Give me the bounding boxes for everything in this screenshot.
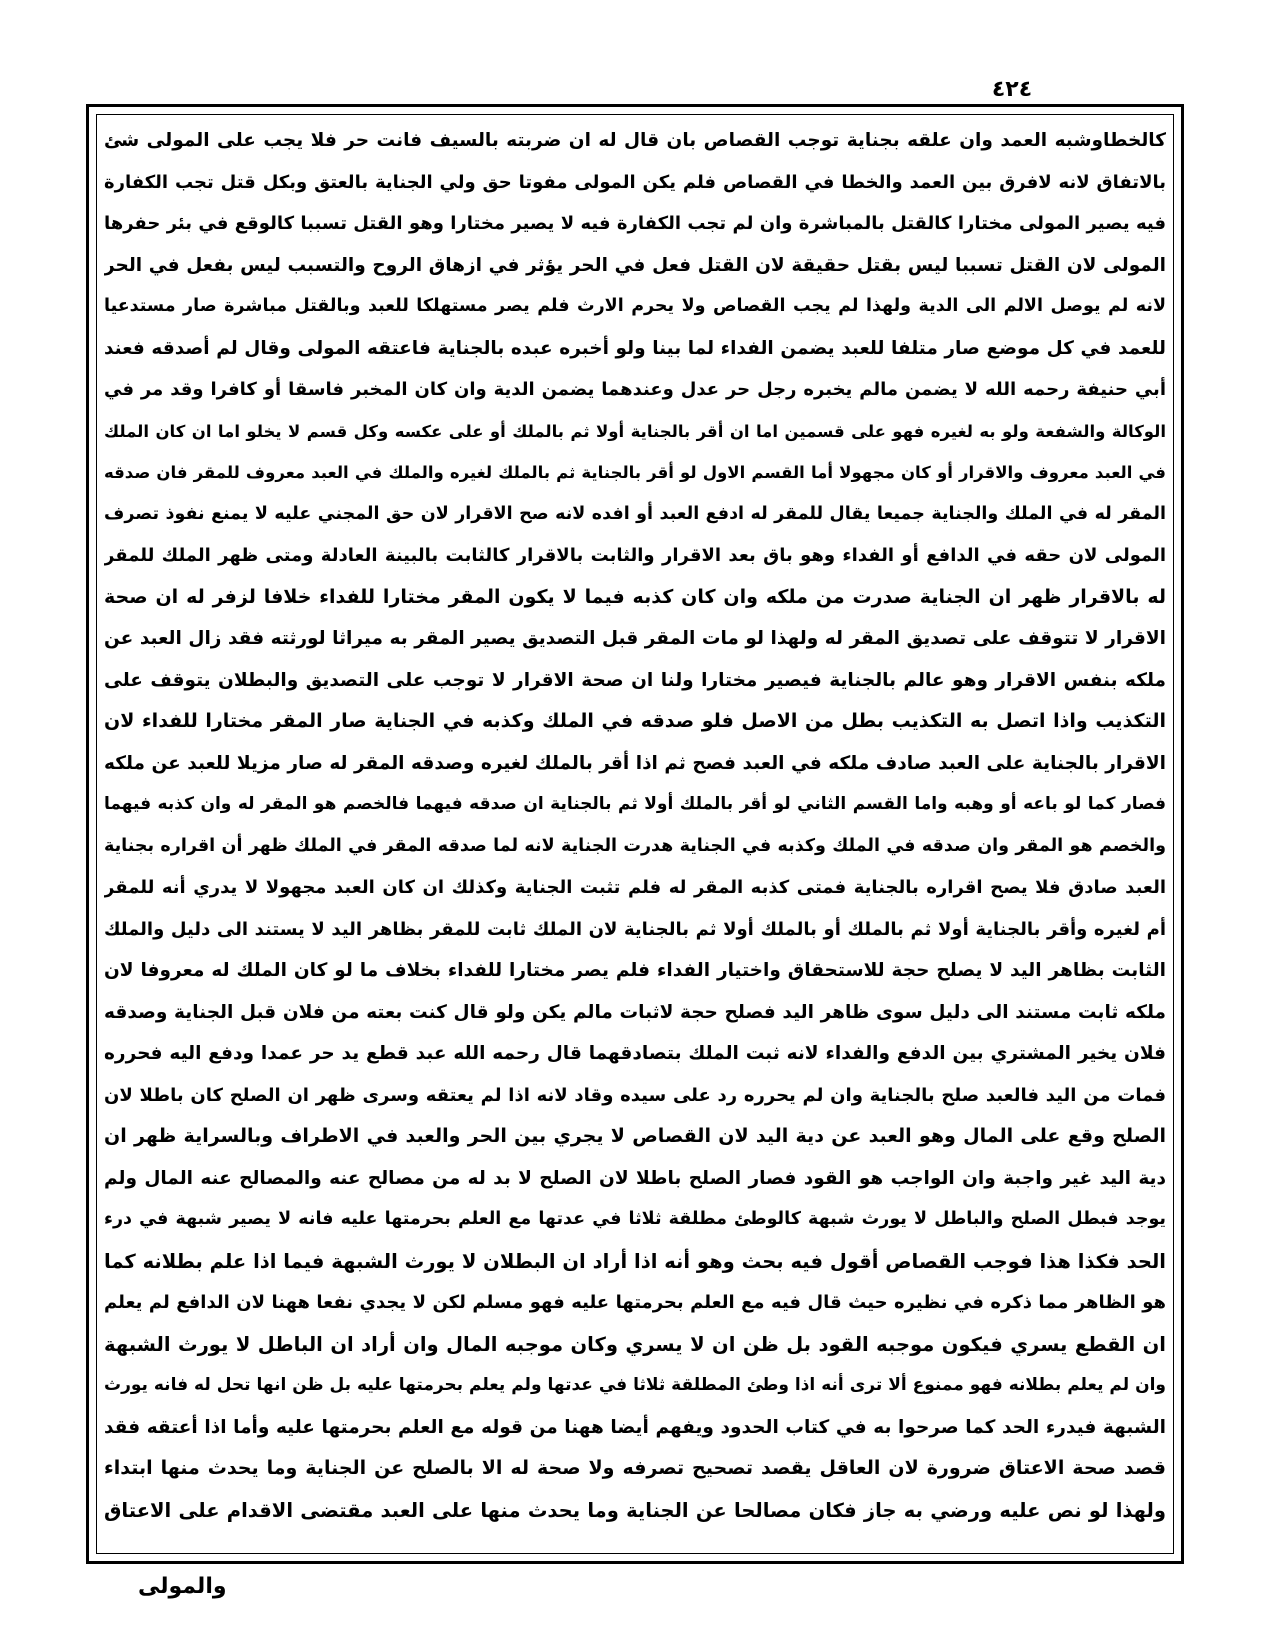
text-line: التكذيب واذا اتصل به التكذيب بطل من الاصل فلو صدقه في الملك وكذبه في الجناية صار المقر مختارا للفداء لان	[104, 710, 1166, 732]
text-line: الوكالة والشفعة ولو به لغيره فهو على قسمين اما ان أقر بالجناية أولا ثم بالملك أو على عكسه وكل قسم لا يخلو اما ان كان الملك	[104, 421, 1166, 441]
text-line: هو الظاهر مما ذكره في نظيره حيث قال فيه مع العلم بحرمتها عليه فهو مسلم لكن لا يجدي نفعا ههنا لان الدافع لم يعلم	[104, 1292, 1166, 1313]
text-line: يوجد فبطل الصلح والباطل لا يورث شبهة كالوطئ مطلقة ثلاثا في عدتها مع العلم بحرمتها عليه فانه لا يصير شبهة في درء	[104, 1209, 1166, 1229]
text-line: ملكه ثابت مستند الى دليل سوى ظاهر اليد فصلح حجة لاثبات مالم يكن ولو قال كنت بعته من فلان قبل الجناية وصدقه	[104, 1001, 1166, 1023]
text-line: له بالاقرار ظهر ان الجناية صدرت من ملكه وان كان كذبه فيما لا يكون المقر مختارا للفداء خلافا لزفر له ان صحة	[104, 585, 1166, 608]
text-line: بالاتفاق لانه لافرق بين العمد والخطا في القصاص فلم يكن المولى مفوتا حق ولي الجناية بالعتق وبكل قتل تجب الكفارة	[104, 171, 1166, 193]
text-line: كالخطاوشبه العمد وان علقه بجناية توجب القصاص بان قال له ان ضربته بالسيف فانت حر فلا يجب على المولى شئ	[104, 130, 1166, 151]
text-block	[104, 120, 1166, 1548]
text-line: العبد صادق فلا يصح اقراره بالجناية فمتى كذبه المقر له فلم تثبت الجناية وكذلك ان كان العبد مجهولا لا يدري أنه للمقر	[104, 877, 1166, 898]
text-line: في العبد معروف والاقرار أو كان مجهولا أما القسم الاول لو أقر بالجناية ثم بالملك لغيره والملك في العبد معروف للمقر فان صدقه	[104, 463, 1166, 482]
text-line: الحد فكذا هذا فوجب القصاص أقول فيه بحث وهو أنه اذا أراد ان البطلان لا يورث الشبهة فيما اذا علم بطلانه كما	[104, 1249, 1166, 1273]
text-line: أم لغيره وأقر بالجناية أولا ثم بالملك أو بالملك أولا ثم بالجناية لان الملك ثابت للمقر بظاهر اليد لا يستند الى دليل والملك	[104, 918, 1166, 940]
text-line: دية اليد غير واجبة وان الواجب هو القود فصار الصلح باطلا لان الصلح لا بد له من مصالح عنه والمصالح عنه المال ولم	[104, 1167, 1166, 1189]
text-line: أبي حنيفة رحمه الله لا يضمن مالم يخبره رجل حر عدل وعندهما يضمن الدية وان كان المخبر فاسقا أو كافرا وقد مر في	[104, 379, 1166, 400]
text-line: وان لم يعلم بطلانه فهو ممنوع ألا ترى أنه اذا وطئ المطلقة ثلاثا في عدتها ولم يعلم بحرمتها عليه بل ظن انها تحل له فانه يورث	[104, 1375, 1166, 1395]
text-line: الاقرار لا تتوقف على تصديق المقر له ولهذا لو مات المقر قبل التصديق يصير المقر به ميراثا لورثته فقد زال العبد عن	[104, 628, 1166, 649]
text-line: فمات من اليد فالعبد صلح بالجناية وان لم يحرره رد على سيده وقاد لانه اذا لم يعتقه وسرى ظهر ان الصلح كان باطلا لان	[104, 1084, 1166, 1106]
text-line: المقر له في الملك والجناية جميعا يقال للمقر له ادفع العبد أو افده لانه صح الاقرار لان حق المجني عليه لا يمنع نفوذ تصرف	[104, 503, 1166, 524]
text-line: المولى لان القتل تسببا ليس بقتل حقيقة لان القتل فعل في الحر يؤثر في ازهاق الروح والتسبب ليس بفعل في الحر	[104, 254, 1166, 276]
text-line: والخصم هو المقر وان صدقه في الملك وكذبه في الجناية هدرت الجناية لانه لما صدقه المقر في الملك ظهر أن اقراره بجناية	[104, 835, 1166, 856]
text-line: ملكه بنفس الاقرار وهو عالم بالجناية فيصير مختارا ولنا ان صحة الاقرار لا توجب على التصديق والبطلان يتوقف على	[104, 669, 1166, 691]
text-line: الثابت بظاهر اليد لا يصلح حجة للاستحقاق واختيار الفداء فلم يصر مختارا للفداء بخلاف ما لو كان الملك له معروفا لان	[104, 960, 1166, 981]
text-line: الاقرار بالجناية على العبد صادف ملكه في العبد فصح ثم اذا أقر بالملك لغيره وصدقه المقر له صار مزيلا للعبد عن ملكه	[104, 752, 1166, 774]
text-line: المولى لان حقه في الدافع أو الفداء وهو باق بعد الاقرار والثابت بالاقرار كالثابت بالبينة العادلة ومتى ظهر الملك للمقر	[104, 545, 1166, 566]
text-line: ولهذا لو نص عليه ورضي به جاز فكان مصالحا عن الجناية وما يحدث منها على العبد مقتضى الاقدام على الاعتاق	[104, 1498, 1166, 1522]
text-line: الصلح وقع على المال وهو العبد عن دية اليد لان القصاص لا يجري بين الحر والعبد في الاطراف وبالسراية ظهر ان	[104, 1125, 1166, 1147]
text-line: فيه يصير المولى مختارا كالقتل بالمباشرة وان لم تجب الكفارة فيه لا يصير مختارا وهو القتل تسببا كالوقع في بئر حفرها	[104, 213, 1166, 234]
text-line: لانه لم يوصل الالم الى الدية ولهذا لم يجب القصاص ولا يحرم الارث فلم يصر مستهلكا للعبد وبالقتل مباشرة صار مستدعيا	[104, 296, 1166, 316]
text-line: فلان يخير المشتري بين الدفع والفداء لانه ثبت الملك بتصادقهما قال رحمه الله عبد قطع يد حر عمدا ودفع اليه فحرره	[104, 1043, 1166, 1064]
text-line: قصد صحة الاعتاق ضرورة لان العاقل يقصد تصحيح تصرفه ولا صحة له الا بالصلح عن الجناية وما يحدث منها ابتداء	[104, 1457, 1166, 1479]
text-line: فصار كما لو باعه أو وهبه واما القسم الثاني لو أقر بالملك أولا ثم بالجناية ان صدقه فيهما فالخصم هو المقر له وان كذبه فيهما	[104, 794, 1166, 814]
text-line: الشبهة فيدرء الحد كما صرحوا به في كتاب الحدود ويفهم أيضا ههنا من قوله مع العلم بحرمتها عليه وأما اذا أعتقه فقد	[104, 1416, 1166, 1438]
text-line: ان القطع يسري فيكون موجبه القود بل ظن ان لا يسري وكان موجبه المال وان أراد ان الباطل لا يورث الشبهة	[104, 1332, 1166, 1356]
page-number: ٤٢٤	[991, 77, 1033, 102]
catchword: والمولى	[138, 1574, 227, 1599]
text-line: للعمد في كل موضع صار متلفا للعبد يضمن الفداء لما بينا ولو أخبره عبده بالجناية فاعتقه المولى وقال لم أصدقه فعند	[104, 337, 1166, 359]
